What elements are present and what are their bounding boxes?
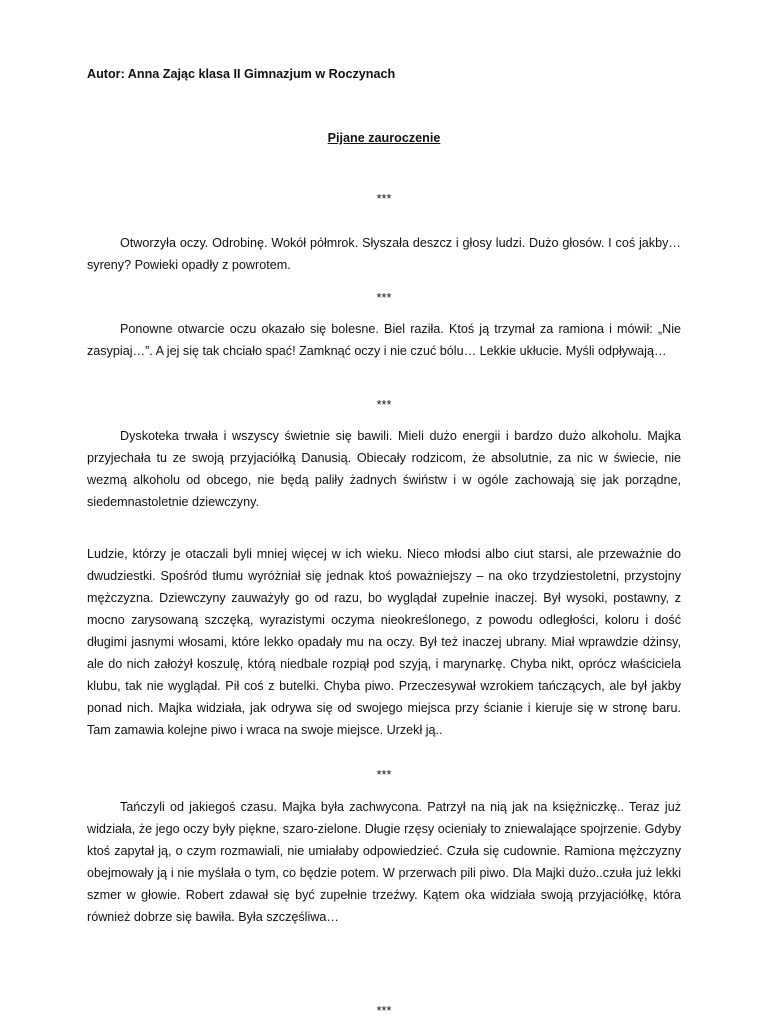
- paragraph-5: [87, 796, 681, 928]
- section-separator: ***: [376, 192, 392, 206]
- paragraph-1: [87, 232, 681, 276]
- paragraph-2: [87, 318, 681, 362]
- paragraph-text: Tańczyli od jakiegoś czasu. Majka była zachwycona. Patrzył na nią jak na księżniczkę.. Teraz już widziała, że jego oczy były piękne, szaro-zielone. Długie rzęsy ocieniały to zniewalające spojrzenie. Gdyby ktoś zapytał ją, o czym rozmawiali, nie umiałaby odpowiedzieć. Czuła się cudownie. Ramiona mężczyzny obejmowały ją i nie myślała o tym, co będzie potem. W przerwach pili piwo. Dla Majki dużo..czuła już lekki szmer w głowie. Robert zdawał się być zupełnie trzeźwy. Kątem oka widziała swoją przyjaciółkę, która również dobrze się bawiła. Była szczęśliwa…: [87, 800, 681, 924]
- paragraph-text: Dyskoteka trwała i wszyscy świetnie się bawili. Mieli dużo energii i bardzo dużo alkoholu. Majka przyjechała tu ze swoją przyjaciółką Danusią. Obiecały rodzicom, że absolutnie, za nic w świecie, nie wezmą alkoholu od obcego, nie będą paliły żadnych świństw i w ogóle zachowają się jak porządne, siedemnastoletnie dziewczyny.: [87, 429, 681, 509]
- paragraph-text: Otworzyła oczy. Odrobinę. Wokół półmrok. Słyszała deszcz i głosy ludzi. Dużo głosów. I coś jakby… syreny? Powieki opadły z powrotem.: [87, 236, 681, 272]
- paragraph-text: Ponowne otwarcie oczu okazało się bolesne. Biel raziła. Ktoś ją trzymał za ramiona i mówił: „Nie zasypiaj…”. A jej się tak chciało spać! Zamknąć oczy i nie czuć bólu… Lekkie ukłucie. Myśli odpływają…: [87, 322, 681, 358]
- author-line: Autor: Anna Zając klasa II Gimnazjum w Roczynach: [87, 67, 396, 81]
- paragraph-4: [87, 543, 681, 741]
- paragraph-text: Ludzie, którzy je otaczali byli mniej więcej w ich wieku. Nieco młodsi albo ciut starsi, ale przeważnie do dwudziestki. Spośród tłumu wyróżniał się jednak ktoś poważniejszy – na oko trzydziestoletni, przystojny mężczyzna. Dziewczyny zauważyły go od razu, bo wyglądał zupełnie inaczej. Był wysoki, postawny, z mocno zarysowaną szczęką, wyrazistymi oczyma nieokreślonego, z powodu odległości, koloru i dość długimi jasnymi włosami, które lekko opadały mu na oczy. Był też inaczej ubrany. Miał wprawdzie dżinsy, ale do nich założył koszulę, którą niedbale rozpiął pod szyją, i marynarkę. Chyba nikt, oprócz właściciela klubu, tak nie wyglądał. Pił coś z butelki. Chyba piwo. Przeczesywał wzrokiem tańczących, ale był jakby ponad nich. Majka widziała, jak odrywa się od swojego miejsca przy ścianie i kieruje się w stronę baru. Tam zamawia kolejne piwo i wraca na swoje miejsce. Urzekł ją..: [87, 547, 681, 737]
- section-separator: ***: [376, 1004, 392, 1018]
- section-separator: ***: [376, 398, 392, 412]
- section-separator: ***: [376, 291, 392, 305]
- section-separator: ***: [376, 768, 392, 782]
- paragraph-3: [87, 425, 681, 513]
- story-title: Pijane zauroczenie: [327, 131, 441, 145]
